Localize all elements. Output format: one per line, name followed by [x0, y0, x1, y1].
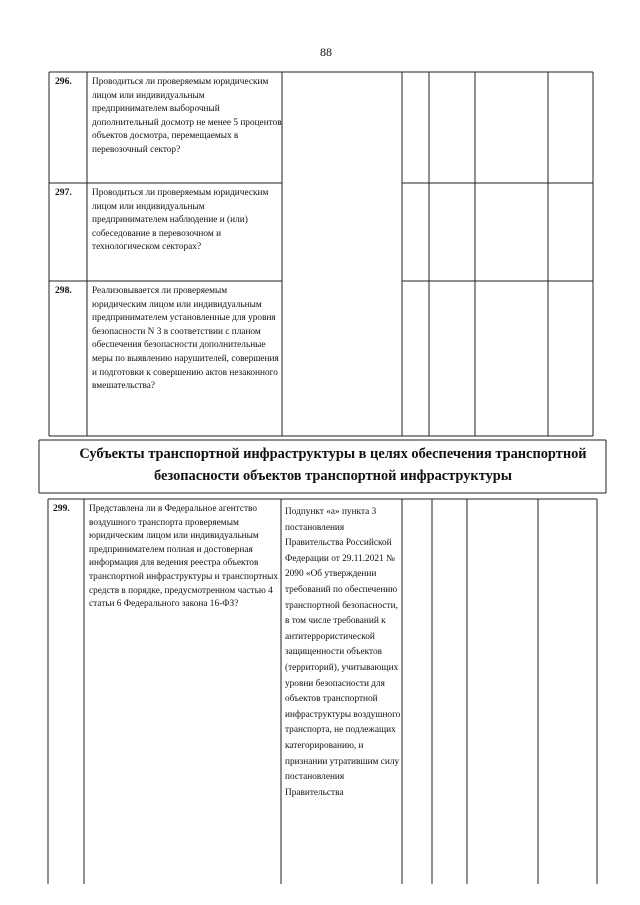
row-number: 298. — [55, 285, 72, 296]
section-title: Субъекты транспортной инфраструктуры в целях обеспечения транспортной безопасности объектов транспортной инфраструктуры — [79, 446, 587, 484]
question-text: Представлена ли в Федеральное агентство воздушного транспорта проверяемым юридическим лицом или индивидуальным предпринимателем полная и достоверная информация для ведения реестра объектов транспортной инфраструктуры и транспортных средств в порядке, предусмотренном частью 4 статьи 6 Федерального закона 16-ФЗ? — [89, 504, 279, 610]
row-number: 296. — [55, 76, 72, 87]
legal-reference: Подпункт «а» пункта 3 постановления Правительства Российской Федерации от 29.11.2021 № 2090 «Об утверждении требований по обеспечению транспортной безопасности, в том числе требований к антитеррористической защищенности объектов (территорий), учитывающих уровни безопасности для объектов транспортной инфраструктуры воздушного транспорта, не подлежащих категорированию, и признании утратившим силу постановления Правительства — [285, 507, 401, 798]
row-number: 299. — [53, 503, 70, 514]
row-number: 297. — [55, 187, 72, 198]
question-text: Проводиться ли проверяемым юридическим лицом или индивидуальным предпринимателем наблюдение и (или) собеседование в перевозочном и технологическом секторах? — [92, 188, 269, 253]
question-text: Проводиться ли проверяемым юридическим лицом или индивидуальным предпринимателем выборочный дополнительный досмотр не менее 5 процентов объектов досмотра, перемещаемых в перевозочный сектор? — [92, 77, 282, 155]
page-number: 88 — [320, 45, 332, 59]
question-text: Реализовывается ли проверяемым юридическим лицом или индивидуальным предпринимателем установленные для уровня безопасности N 3 в соответствии с планом обеспечения безопасности дополнительные меры по выявлению нарушителей, совершения и подготовки к совершению актов незаконного вмешательства? — [92, 286, 279, 392]
